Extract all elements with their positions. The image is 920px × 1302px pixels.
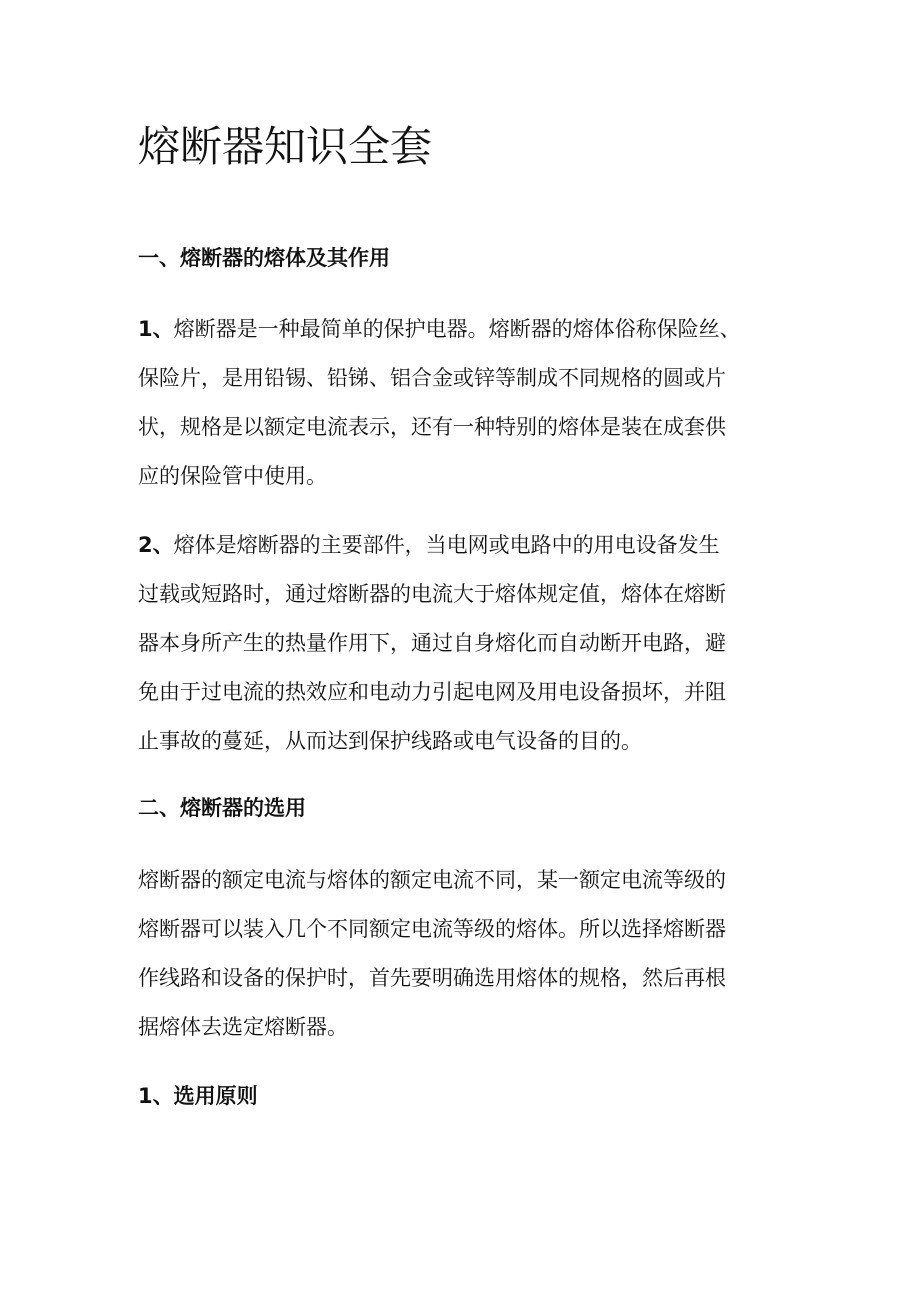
paragraph-line: 熔断器可以装入几个不同额定电流等级的熔体。所以选择熔断器 <box>138 917 726 941</box>
paragraph-line: 作线路和设备的保护时，首先要明确选用熔体的规格，然后再根 <box>138 966 726 990</box>
section-heading-2: 二、熔断器的选用 <box>138 796 306 820</box>
paragraph-line: 熔断器的额定电流与熔体的额定电流不同，某一额定电流等级的 <box>138 868 726 892</box>
paragraph-line: 过载或短路时，通过熔断器的电流大于熔体规定值，熔体在熔断 <box>138 582 726 606</box>
paragraph-line <box>138 521 726 570</box>
paragraph-section-2 <box>138 856 726 1052</box>
line-text: 熔断器是一种最简单的保护电器。熔断器的熔体俗称保险丝、 <box>173 317 741 341</box>
paragraph-line: 保险片，是用铅锡、铅锑、铝合金或锌等制成不同规格的圆或片 <box>138 366 726 390</box>
paragraph-line: 止事故的蔓延，从而达到保护线路或电气设备的目的。 <box>138 729 642 753</box>
section-heading-1: 一、熔断器的熔体及其作用 <box>138 246 390 270</box>
paragraph-line: 器本身所产生的热量作用下，通过自身熔化而自动断开电路，避 <box>138 631 726 655</box>
item-number: 1、 <box>138 317 174 341</box>
subheading-selection-principle: 1、选用原则 <box>138 1084 258 1108</box>
line-text: 熔体是熔断器的主要部件，当电网或电路中的用电设备发生 <box>173 533 720 557</box>
document-title: 熔断器知识全套 <box>138 122 433 171</box>
paragraph-line: 应的保险管中使用。 <box>138 464 327 488</box>
paragraph-item-1 <box>138 305 741 501</box>
paragraph-item-2 <box>138 521 726 766</box>
item-number: 2、 <box>138 533 174 557</box>
paragraph-line <box>138 305 741 354</box>
paragraph-line: 免由于过电流的热效应和电动力引起电网及用电设备损坏，并阻 <box>138 680 726 704</box>
paragraph-line: 状，规格是以额定电流表示，还有一种特别的熔体是装在成套供 <box>138 415 726 439</box>
paragraph-line: 据熔体去选定熔断器。 <box>138 1015 348 1039</box>
